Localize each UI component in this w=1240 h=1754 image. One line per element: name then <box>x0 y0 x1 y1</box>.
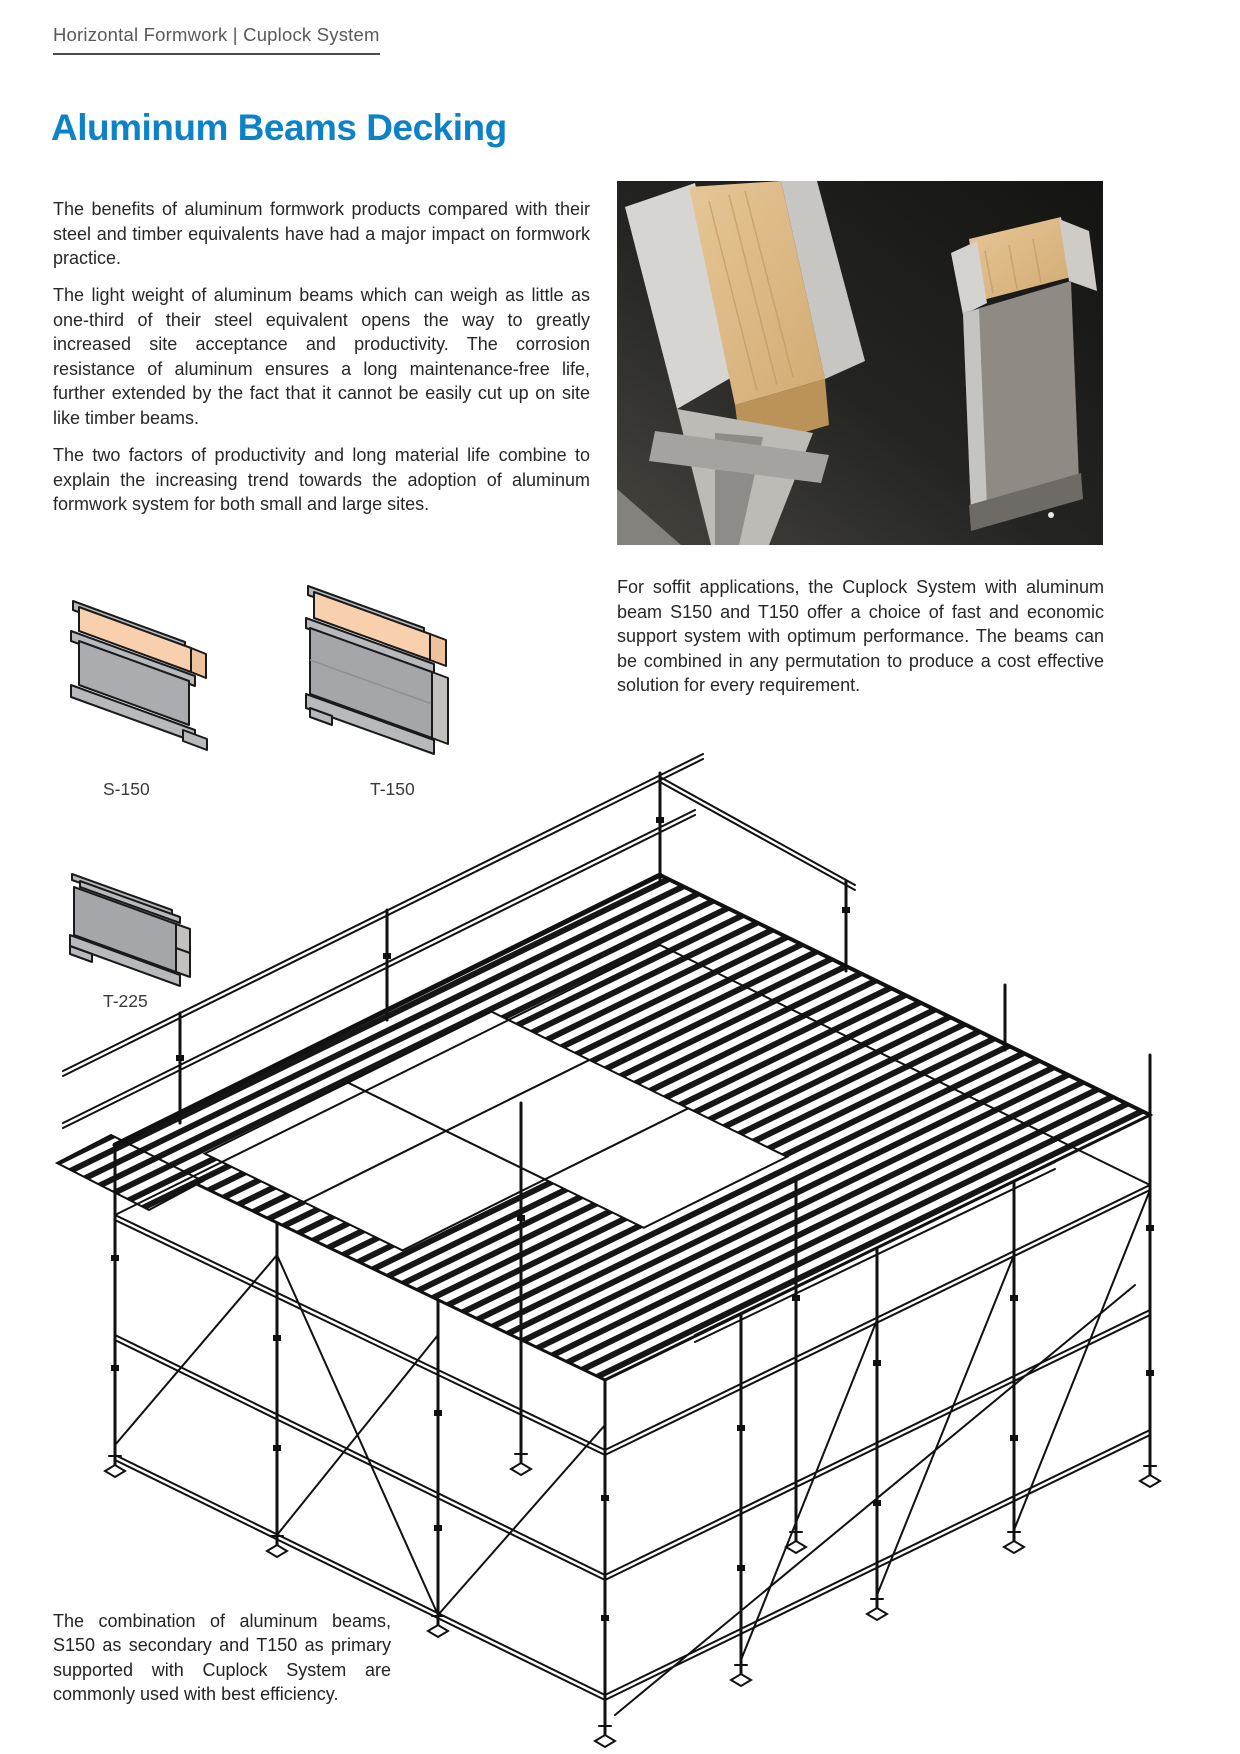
page-title: Aluminum Beams Decking <box>51 106 507 148</box>
breadcrumb: Horizontal Formwork | Cuplock System <box>53 24 380 55</box>
beams-photo <box>617 181 1103 545</box>
footer-note: The combination of aluminum beams, S150 as secondary and T150 as primary supported with Cuplock System are commonly used with best efficiency. <box>53 1611 391 1704</box>
intro-paragraph-3: The two factors of productivity and long material life combine to explain the increasing trend towards the adoption of aluminum formwork system for both small and large sites. <box>53 445 590 515</box>
t225-beam-label: T-225 <box>103 991 148 1011</box>
intro-paragraph-2: The light weight of aluminum beams which can weigh as little as one-third of their steel equivalent opens the way to greatly increased site acceptance and productivity. The corrosion resistance of aluminum ensures a long maintenance-free life, further extended by the fact that it cannot be easily cut up on site like timber beams. <box>53 285 590 428</box>
intro-paragraph-1: The benefits of aluminum formwork products compared with their steel and timber equivalents have had a major impact on formwork practice. <box>53 199 590 269</box>
s150-beam-label: S-150 <box>103 779 150 799</box>
t150-beam-label: T-150 <box>370 779 415 799</box>
scaffold-system-drawing <box>55 695 1185 1754</box>
soffit-caption: For soffit applications, the Cuplock System with aluminum beam S150 and T150 offer a choice of fast and economic support system with optimum performance. The beams can be combined in any permutation to produce a cost effective solution for every requirement. <box>617 577 1104 696</box>
